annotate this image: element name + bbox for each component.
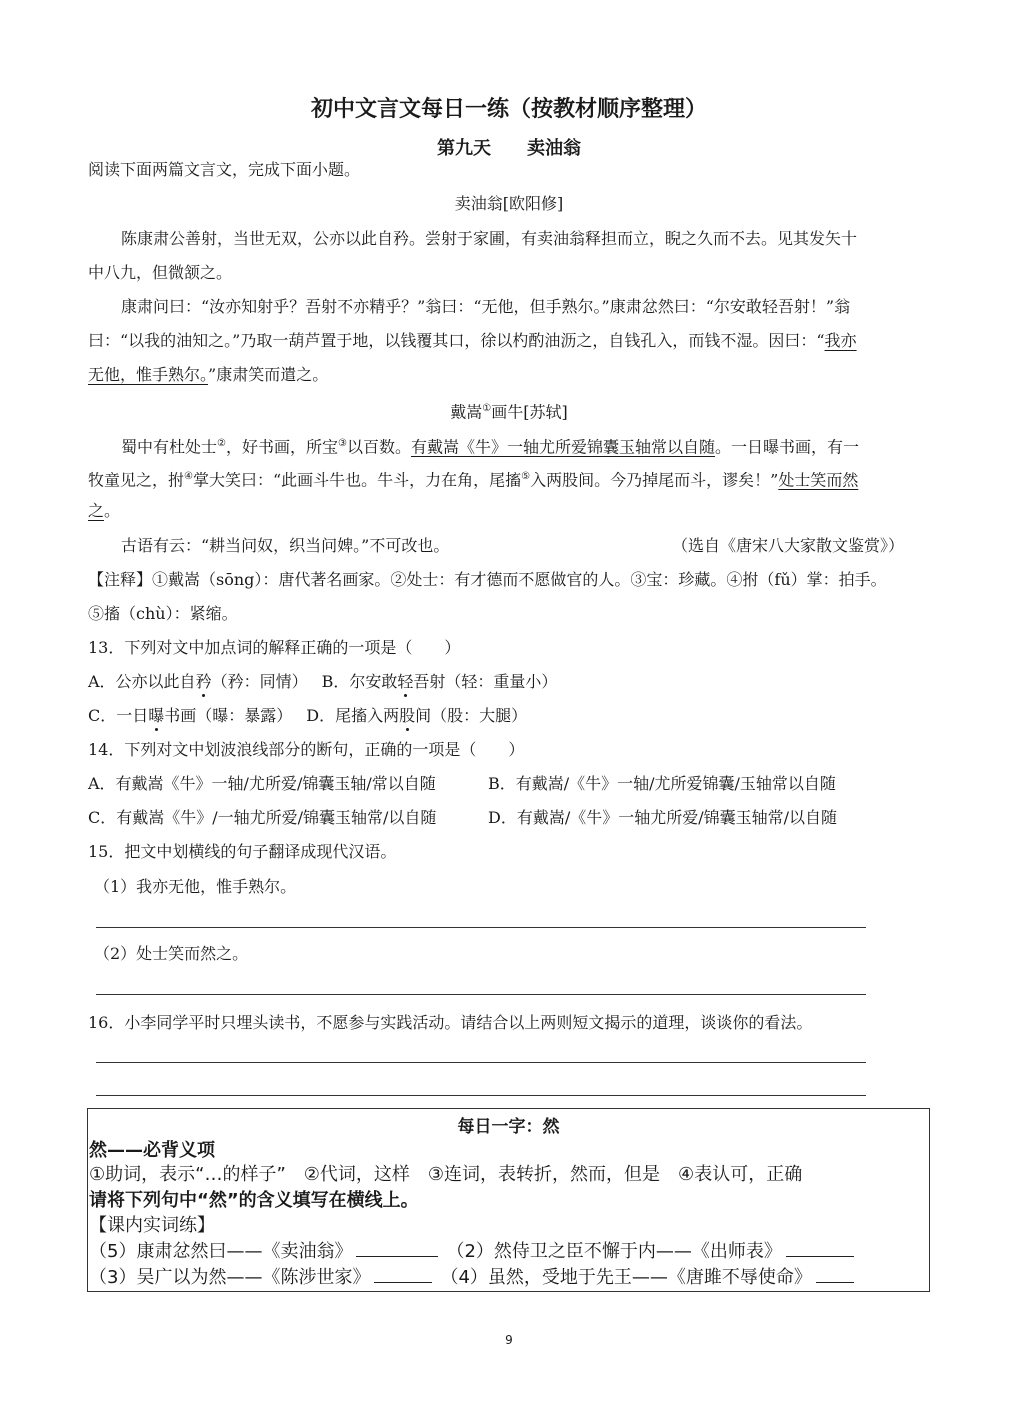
answer-line[interactable] — [96, 927, 866, 928]
q13-stem: 13．下列对文中加点词的解释正确的一项是（ ） — [88, 638, 461, 657]
text2-line2 — [88, 466, 858, 491]
q13-option-b-dotted: 轻 — [397, 672, 414, 691]
text2-heading-b: 画牛[苏轼] — [491, 402, 568, 422]
text1-p2-line2-text: 曰：“以我的油知之。”乃取一葫芦置于地，以钱覆其口，徐以杓酌油沥之，自钱孔入，而钱不湿。因曰：“ — [88, 331, 825, 350]
daily-word-instruction: 请将下列句中“然”的含义填写在横线上。 — [89, 1190, 419, 1211]
q14-option-b: B．有戴嵩/《牛》一轴/尤所爱锦囊/玉轴常以自随 — [488, 774, 836, 793]
text1-p2-line3 — [88, 364, 328, 386]
reading-instruction: 阅读下面两篇文言文，完成下面小题。 — [88, 160, 361, 179]
q13-option-b-pre: B．尔安敢 — [321, 672, 398, 691]
q13-option-d-post: 间（股：大腿） — [415, 706, 528, 725]
text2-line2-b: 掌大笑曰：“此画斗牛也。牛斗，力在角，尾搐 — [192, 470, 522, 490]
q15-stem: 15．把文中划横线的句子翻译成现代汉语。 — [88, 842, 397, 861]
text2-line1-c: 以百数。 — [346, 437, 411, 457]
text2-line3-text: 。 — [104, 501, 121, 520]
q13-option-d-dotted: 股 — [399, 706, 416, 725]
text2-line1-d: 。一日曝书画，有一 — [715, 437, 860, 457]
answer-line[interactable] — [96, 1062, 866, 1063]
daily-word-title: 每日一字：然 — [457, 1117, 560, 1137]
text2-heading-a: 戴嵩 — [450, 402, 483, 422]
fill-blank[interactable] — [816, 1266, 854, 1283]
notes-line1: 【注释】①戴嵩（sōng）：唐代著名画家。②处士：有才德而不愿做官的人。③宝：珍藏。④拊（fǔ）掌：拍手。 — [88, 570, 887, 589]
underlined-sentence-2a: 处士笑而然 — [778, 470, 859, 490]
q13-option-c-dotted: 曝 — [148, 706, 165, 725]
underlined-sentence-2b: 之 — [88, 501, 105, 520]
q13-option-a-pre: A．公亦以此自 — [88, 672, 196, 691]
wavy-underlined-sentence: 有戴嵩《牛》一轴尤所爱锦囊玉轴常以自随 — [410, 437, 715, 457]
note-marker: ③ — [338, 438, 347, 449]
q13-option-b-post: 吾射（轻：重量小） — [413, 672, 558, 691]
note-marker: ④ — [184, 471, 193, 482]
practice-item-4: （4）虽然，受地于先王——《唐雎不辱使命》 — [440, 1267, 812, 1288]
daily-word-heading: 然——必背义项 — [89, 1140, 215, 1161]
q16-stem: 16．小李同学平时只埋头读书，不愿参与实践活动。请结合以上两则短文揭示的道理，谈谈你的看法。 — [88, 1013, 813, 1032]
text2-line3 — [88, 500, 120, 522]
text2-line2-c: 入两股间。今乃掉尾而斗，谬矣！” — [530, 470, 779, 490]
note-marker: ② — [217, 438, 226, 449]
day-label: 第九天 — [437, 138, 491, 159]
underlined-sentence-1b: 无他，惟手熟尔。 — [88, 365, 209, 384]
page-number: 9 — [505, 1333, 513, 1347]
q13-option-c-pre: C．一日 — [88, 706, 149, 725]
q15-sentence-1: （1）我亦无他，惟手熟尔。 — [94, 877, 297, 896]
document-title: 初中文言文每日一练（按教材顺序整理） — [310, 97, 707, 122]
text1-heading: 卖油翁[欧阳修] — [454, 194, 564, 213]
text2-line1 — [121, 433, 859, 458]
lesson-name: 卖油翁 — [527, 138, 581, 159]
text2-line1-b: ，好书画，所宝 — [225, 437, 338, 457]
fill-blank[interactable] — [356, 1240, 438, 1257]
note-marker: ⑤ — [521, 471, 531, 482]
answer-line[interactable] — [96, 1095, 866, 1096]
practice-item-5: （5）康肃忿然曰——《卖油翁》 — [89, 1241, 353, 1262]
q14-option-a: A．有戴嵩《牛》一轴/尤所爱/锦囊玉轴/常以自随 — [88, 774, 436, 793]
fill-blank[interactable] — [786, 1240, 854, 1257]
text2-line2-a: 牧童见之，拊 — [88, 470, 185, 490]
underlined-sentence-1a: 我亦 — [824, 331, 857, 350]
text1-p2-line1: 康肃问曰：“汝亦知射乎？吾射不亦精乎？”翁曰：“无他，但手熟尔。”康肃忿然曰：“尔安敢轻吾射！”翁 — [121, 297, 851, 316]
q13-option-c-post: 书画（曝：暴露） — [164, 706, 293, 725]
practice-label: 【课内实词练】 — [89, 1215, 215, 1236]
notes-line2: ⑤搐（chù）：紧缩。 — [88, 604, 238, 623]
lesson-subtitle — [0, 134, 1018, 160]
text1-p1-line1: 陈康肃公善射，当世无双，公亦以此自矜。尝射于家圃，有卖油翁释担而立，睨之久而不去。见其发矢十 — [121, 229, 858, 248]
q14-stem: 14．下列对文中划波浪线部分的断句，正确的一项是（ ） — [88, 740, 525, 759]
q13-option-a-post: （矜：同情） — [211, 672, 308, 691]
note-marker: ① — [482, 403, 492, 414]
practice-row-2 — [89, 1266, 854, 1290]
q15-sentence-2: （2）处士笑而然之。 — [94, 944, 249, 963]
practice-item-3: （3）吴广以为然——《陈涉世家》 — [89, 1267, 371, 1288]
text1-p2-line3-text: ”康肃笑而遣之。 — [208, 365, 329, 384]
daily-word-meanings: ①助词，表示“…的样子” ②代词，这样 ③连词，表转折，然而，但是 ④表认可，正确 — [89, 1164, 803, 1185]
q13-options-ab — [88, 671, 557, 693]
text2-source: （选自《唐宋八大家散文鉴赏》） — [672, 536, 905, 555]
text1-p2-line2 — [88, 330, 857, 352]
text2-p2: 古语有云：“耕当问奴，织当问婢。”不可改也。 — [121, 536, 450, 555]
fill-blank[interactable] — [374, 1266, 432, 1283]
text1-p1-line2: 中八九，但微颔之。 — [88, 263, 233, 282]
practice-row-1 — [89, 1240, 854, 1264]
q14-option-d: D．有戴嵩/《牛》一轴尤所爱/锦囊玉轴常/以自随 — [488, 808, 838, 827]
text2-line1-a: 蜀中有杜处士 — [121, 437, 218, 457]
q13-option-a-dotted: 矜 — [195, 672, 212, 691]
answer-line[interactable] — [96, 994, 866, 995]
practice-item-2: （2）然侍卫之臣不懈于内——《出师表》 — [446, 1241, 782, 1262]
q13-option-d-pre: D．尾搐入两 — [306, 706, 400, 725]
q13-options-cd — [88, 705, 527, 727]
q14-option-c: C．有戴嵩《牛》/一轴尤所爱/锦囊玉轴常/以自随 — [88, 808, 437, 827]
text2-heading — [0, 398, 1018, 423]
